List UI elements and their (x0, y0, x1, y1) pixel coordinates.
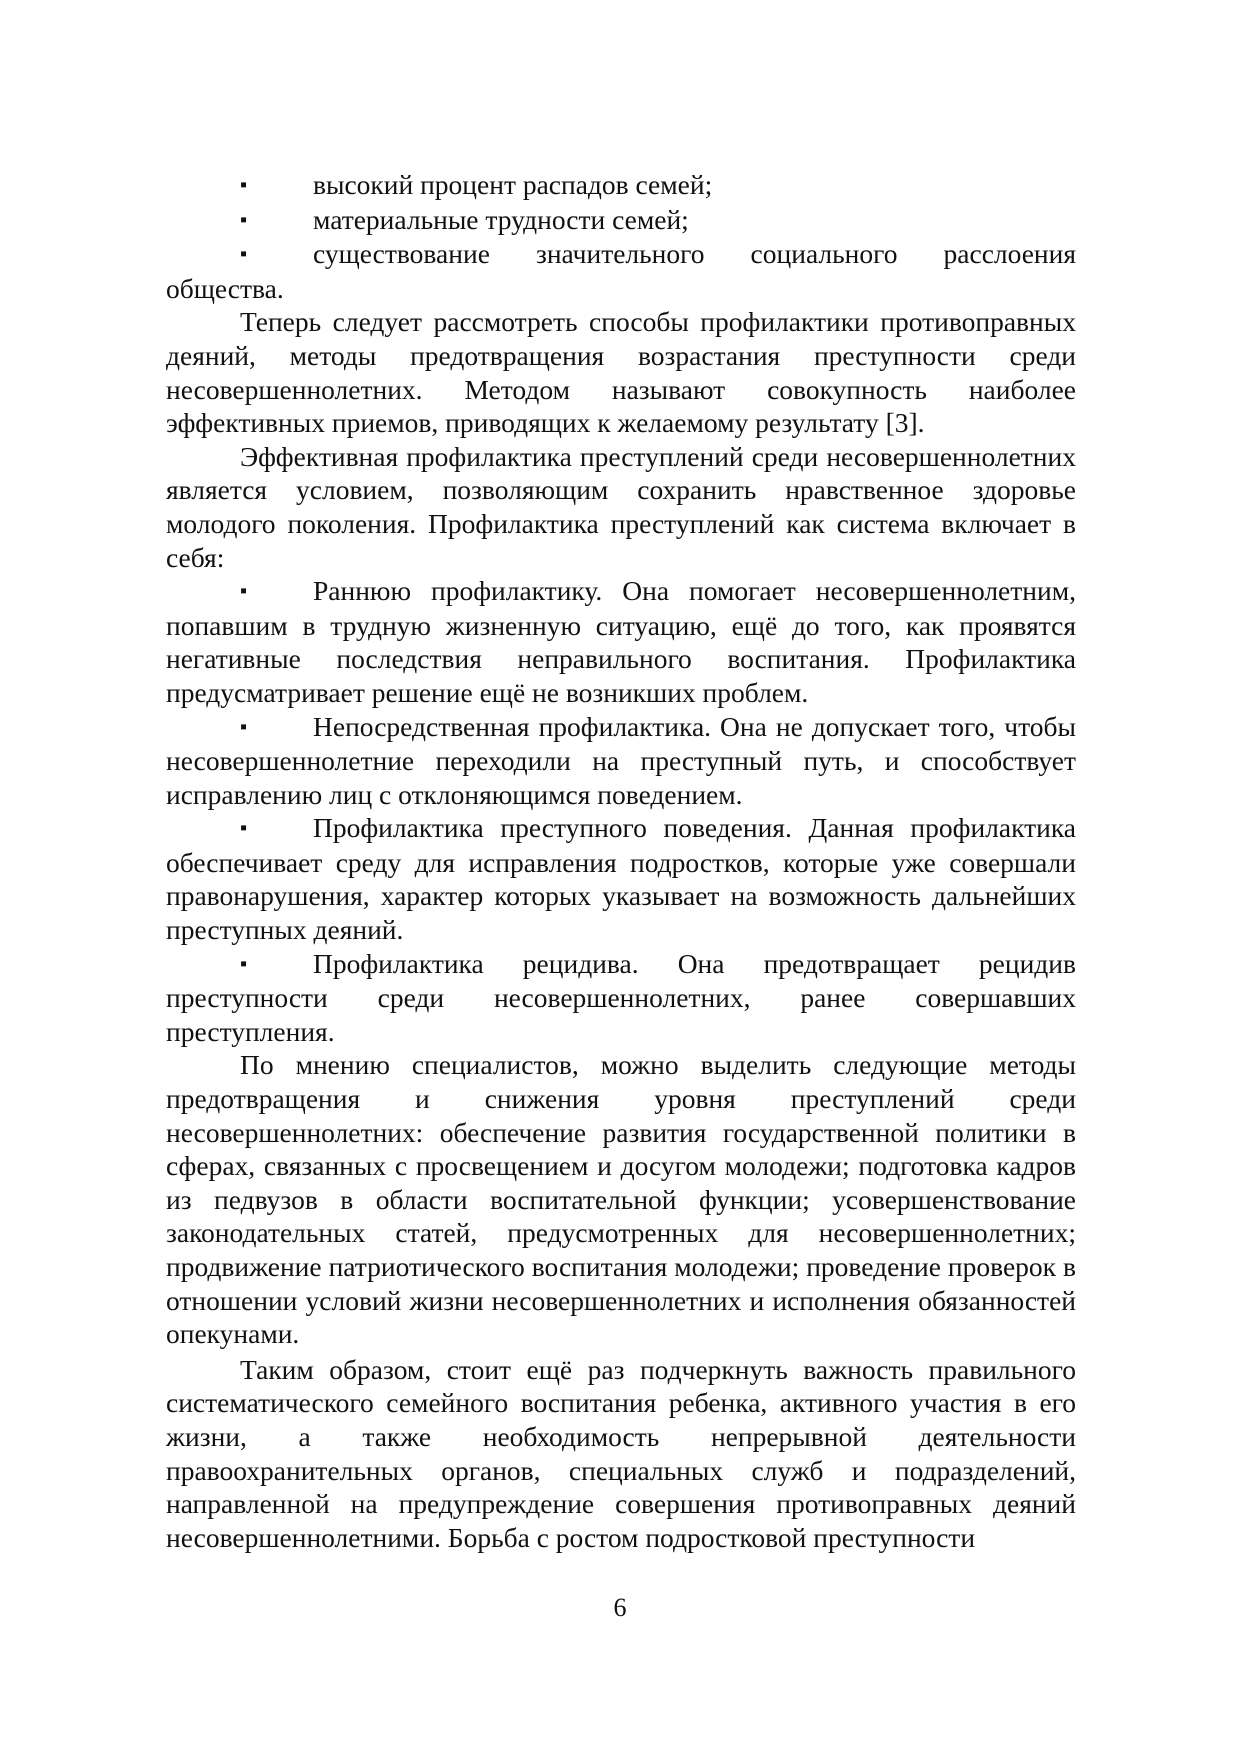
paragraph-conclusion: Таким образом, стоит ещё раз подчеркнуть важность правильного систематического семейного воспитания ребенка, активного участия в его жизни, а также необходимость непрерывной деятельности правоохранительных органов, специальных служб и подразделений, направленной на предупреждение совершения противоправных деяний несовершеннолетними. Борьба с ростом подростковой преступности (166, 1353, 1076, 1553)
paragraph-specialist-methods: По мнению специалистов, можно выделить следующие методы предотвращения и снижения уровня преступлений среди несовершеннолетних: обеспечение развития государственной политики в сферах, связанных с просвещением и досугом молодежи; подготовка кадров из педвузов в области воспитательной функции; усовершенствование законодательных статей, предусмотренных для несовершеннолетних; продвижение патриотического воспитания молодежи; проведение проверок в отношении условий жизни несовершеннолетних и исполнения обязанностей опекунами. (166, 1049, 1076, 1350)
page-number: 6 (613, 1593, 627, 1622)
list-item-text: существование значительного социального расслоения общества. (166, 238, 1076, 304)
paragraph-prevention-system: Эффективная профилактика преступлений среди несовершеннолетних является условием, позволяющим сохранить нравственное здоровье молодого поколения. Профилактика преступлений как система включает в себя: (166, 440, 1076, 573)
list-item-text: Раннюю профилактику. Она помогает несовершеннолетним, попавшим в трудную жизненную ситуацию, ещё до того, как проявятся негативные последствия неправильного воспитания. Профилактика предусматривает решение ещё не возникших проблем. (166, 575, 1076, 708)
list-item-text: Профилактика рецидива. Она предотвращает рецидив преступности среди несовершеннолетних, ранее совершавших преступления. (166, 947, 1076, 1047)
list-item (166, 203, 1076, 238)
list-item (166, 168, 1076, 203)
bullet-icon: ▪ (240, 715, 248, 738)
list-item (166, 811, 1076, 946)
list-item-text: Профилактика преступного поведения. Данная профилактика обеспечивает среду для исправления подростков, которые уже совершали правонарушения, характер которых указывает на возможность дальнейших преступных деяний. (166, 812, 1076, 946)
list-item (166, 237, 1076, 305)
bullet-icon: ▪ (240, 174, 248, 196)
bullet-icon: ▪ (240, 208, 248, 231)
list-item-text: Непосредственная профилактика. Она не допускает того, чтобы несовершеннолетние переходили на преступный путь, и способствует исправлению лиц с отклоняющимся поведением. (166, 710, 1076, 810)
bullet-icon: ▪ (240, 817, 248, 840)
document-body (166, 168, 1076, 1554)
list-item (166, 947, 1076, 1049)
bullet-icon: ▪ (240, 952, 248, 975)
bullet-icon: ▪ (240, 580, 248, 603)
paragraph-methods-intro: Теперь следует рассмотреть способы профилактики противоправных деяний, методы предотвращения возрастания преступности среди несовершеннолетних. Методом называют совокупность наиболее эффективных приемов, приводящих к желаемому результату [3]. (166, 306, 1076, 439)
list-item (166, 710, 1076, 812)
list-item (166, 574, 1076, 709)
list-item-text: высокий процент распадов семей; (313, 169, 713, 200)
list-item-text: материальные трудности семей; (313, 203, 689, 235)
bullet-icon: ▪ (240, 243, 248, 266)
